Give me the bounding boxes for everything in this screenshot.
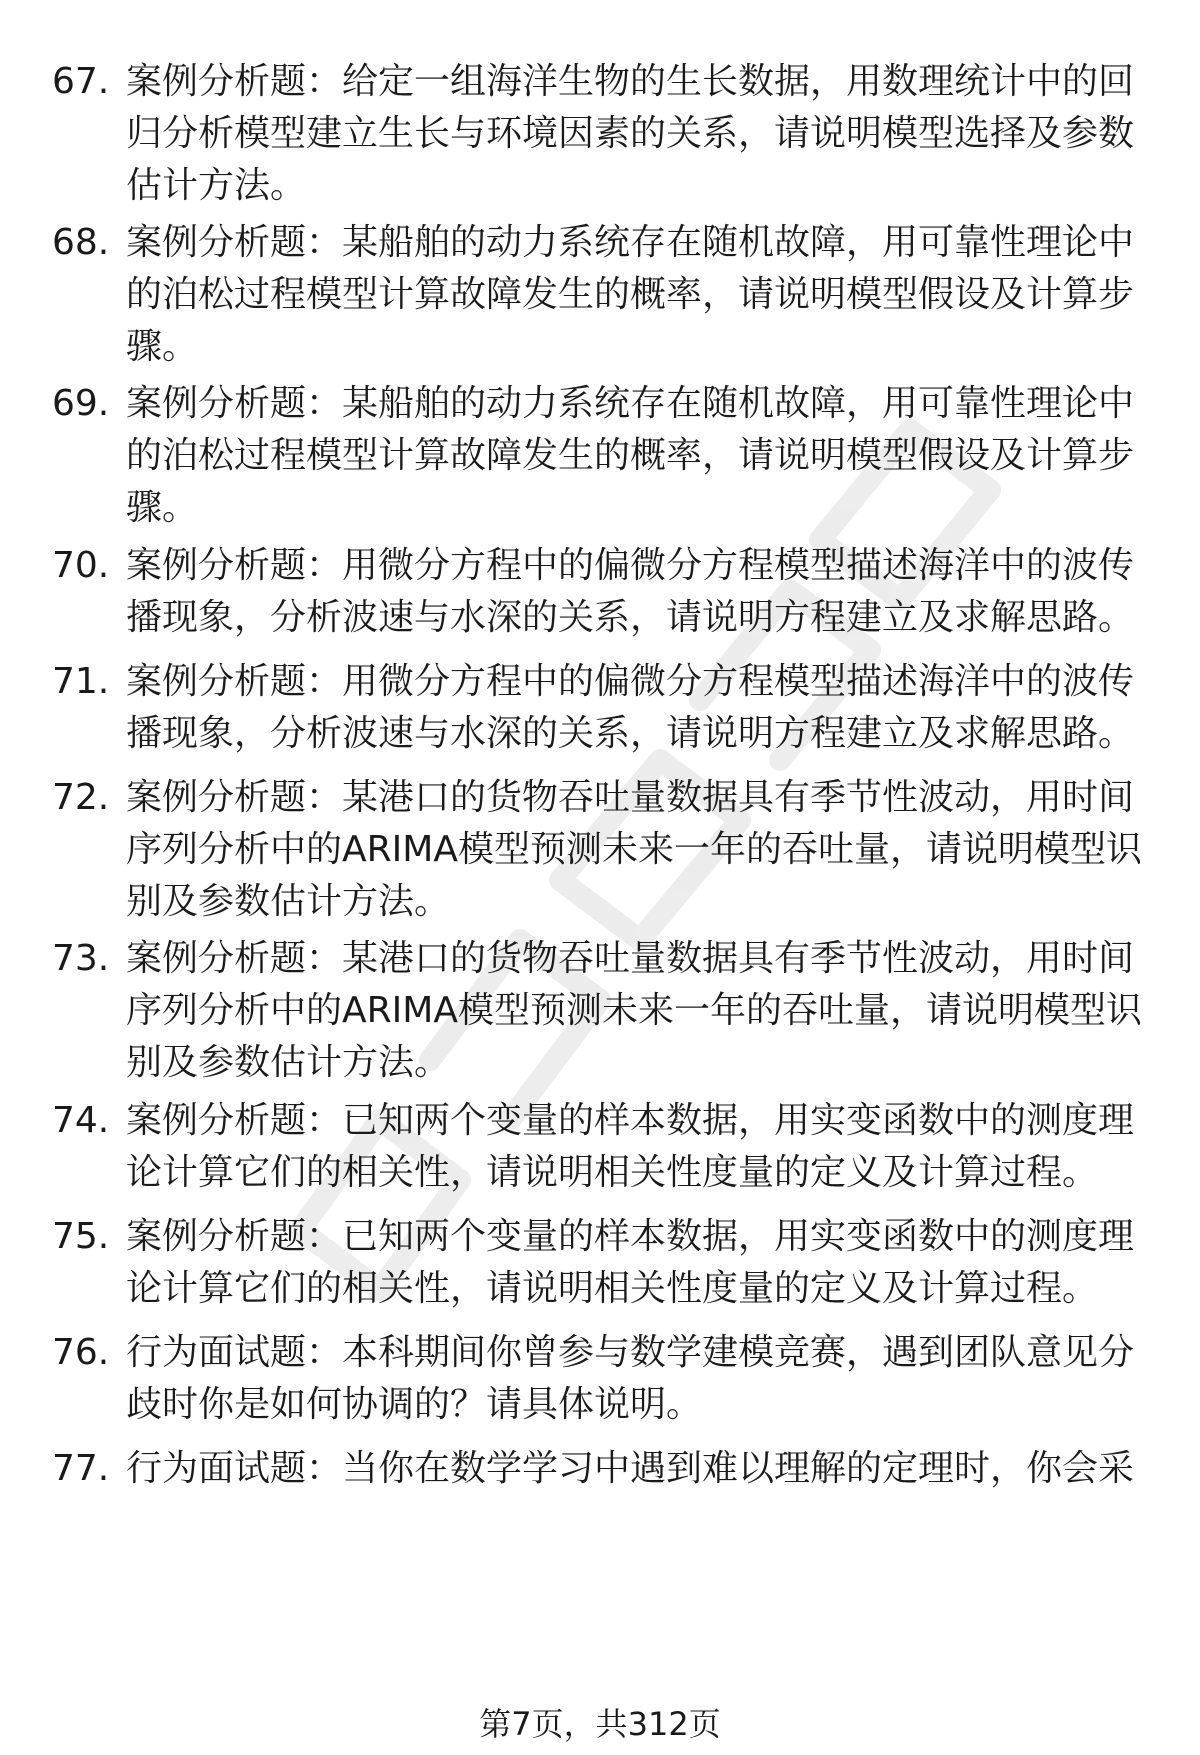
question-line: 案例分析题：用微分方程中的偏微分方程模型描述海洋中的波传 (126, 545, 1135, 586)
question-73 (52, 933, 1152, 1089)
question-70 (52, 540, 1152, 644)
question-number: 76. (52, 1332, 110, 1373)
question-line: 歧时你是如何协调的？请具体说明。 (126, 1384, 703, 1425)
question-text (126, 56, 1135, 212)
question-72 (52, 772, 1152, 928)
question-line: 的泊松过程模型计算故障发生的概率，请说明模型假设及计算步 (126, 435, 1135, 476)
question-number: 67. (52, 61, 110, 102)
question-text (126, 656, 1135, 760)
question-number: 72. (52, 777, 110, 818)
question-text (126, 540, 1135, 644)
question-line: 别及参数估计方法。 (126, 881, 451, 922)
question-text (126, 1443, 1135, 1495)
question-line: 案例分析题：已知两个变量的样本数据，用实变函数中的测度理 (126, 1100, 1135, 1141)
question-line: 案例分析题：给定一组海洋生物的生长数据，用数理统计中的回 (126, 61, 1135, 102)
question-67 (52, 56, 1152, 212)
question-text (126, 933, 1142, 1089)
question-line: 案例分析题：某船舶的动力系统存在随机故障，用可靠性理论中 (126, 383, 1135, 424)
question-75 (52, 1211, 1152, 1315)
question-line: 案例分析题：某船舶的动力系统存在随机故障，用可靠性理论中 (126, 222, 1135, 263)
question-line: 案例分析题：某港口的货物吞吐量数据具有季节性波动，用时间 (126, 777, 1135, 818)
question-line: 案例分析题：已知两个变量的样本数据，用实变函数中的测度理 (126, 1216, 1135, 1257)
question-line: 论计算它们的相关性，请说明相关性度量的定义及计算过程。 (126, 1152, 1099, 1193)
question-number: 77. (52, 1448, 110, 1489)
question-line: 行为面试题：当你在数学学习中遇到难以理解的定理时，你会采 (126, 1448, 1135, 1489)
question-line: 别及参数估计方法。 (126, 1042, 451, 1083)
question-line: 归分析模型建立生长与环境因素的关系，请说明模型选择及参数 (126, 113, 1135, 154)
question-76 (52, 1327, 1152, 1431)
question-text (126, 378, 1135, 534)
question-line: 骤。 (126, 326, 199, 367)
question-number: 74. (52, 1100, 110, 1141)
question-number: 70. (52, 545, 110, 586)
question-68 (52, 217, 1152, 373)
question-line: 播现象，分析波速与水深的关系，请说明方程建立及求解思路。 (126, 597, 1135, 638)
question-number: 73. (52, 938, 110, 979)
question-line: 估计方法。 (126, 165, 307, 206)
question-number: 71. (52, 661, 110, 702)
question-number: 68. (52, 222, 110, 263)
question-line: 行为面试题：本科期间你曾参与数学建模竞赛，遇到团队意见分 (126, 1332, 1135, 1373)
question-line: 骤。 (126, 487, 199, 528)
question-text (126, 772, 1142, 928)
question-number: 75. (52, 1216, 110, 1257)
question-line: 的泊松过程模型计算故障发生的概率，请说明模型假设及计算步 (126, 274, 1135, 315)
question-69 (52, 378, 1152, 534)
question-71 (52, 656, 1152, 760)
page-number-footer: 第7页，共312页 (479, 1705, 721, 1743)
question-text (126, 217, 1135, 373)
question-number: 69. (52, 383, 110, 424)
question-text (126, 1211, 1135, 1315)
question-line: 序列分析中的ARIMA模型预测未来一年的吞吐量，请说明模型识 (126, 829, 1142, 870)
question-line: 论计算它们的相关性，请说明相关性度量的定义及计算过程。 (126, 1268, 1099, 1309)
question-74 (52, 1095, 1152, 1199)
question-line: 序列分析中的ARIMA模型预测未来一年的吞吐量，请说明模型识 (126, 990, 1142, 1031)
question-line: 案例分析题：某港口的货物吞吐量数据具有季节性波动，用时间 (126, 938, 1135, 979)
question-line: 播现象，分析波速与水深的关系，请说明方程建立及求解思路。 (126, 713, 1135, 754)
question-77 (52, 1443, 1152, 1495)
question-text (126, 1327, 1135, 1431)
question-line: 案例分析题：用微分方程中的偏微分方程模型描述海洋中的波传 (126, 661, 1135, 702)
question-text (126, 1095, 1135, 1199)
